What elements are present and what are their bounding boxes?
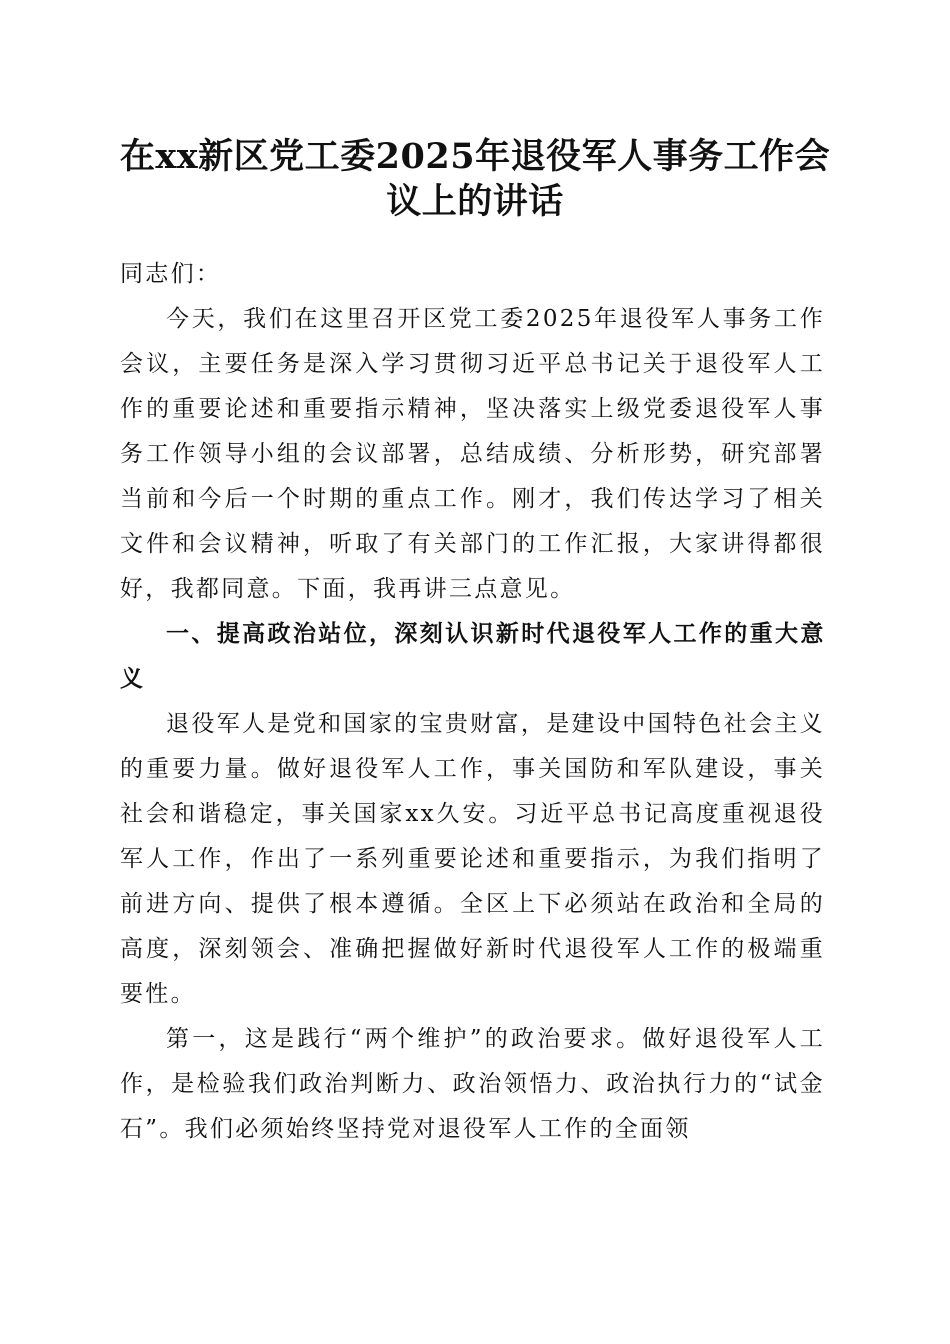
document-body <box>120 252 825 1152</box>
salutation: 同志们： <box>120 261 222 287</box>
paragraph-significance: 退役军人是党和国家的宝贵财富，是建设中国特色社会主义的重要力量。做好退役军人工作，事关国防和军队建设，事关社会和谐稳定，事关国家xx久安。习近平总书记高度重视退役军人工作，作出了一系列重要论述和重要指示，为我们指明了前进方向、提供了根本遵循。全区上下必须站在政治和全局的高度，深刻领会、准确把握做好新时代退役军人工作的极端重要性。 <box>120 711 825 1007</box>
paragraph-opening: 今天，我们在这里召开区党工委2025年退役军人事务工作会议，主要任务是深入学习贯彻习近平总书记关于退役军人工作的重要论述和重要指示精神，坚决落实上级党委退役军人事务工作领导小组的会议部署，总结成绩、分析形势，研究部署当前和今后一个时期的重点工作。刚才，我们传达学习了相关文件和会议精神，听取了有关部门的工作汇报，大家讲得都很好，我都同意。下面，我再讲三点意见。 <box>120 306 825 602</box>
paragraph-first-point: 第一，这是践行“两个维护”的政治要求。做好退役军人工作，是检验我们政治判断力、政治领悟力、政治执行力的“试金石”。我们必须始终坚持党对退役军人工作的全面领 <box>120 1026 825 1142</box>
document-title: 在xx新区党工委2025年退役军人事务工作会议上的讲话 <box>119 136 831 222</box>
section-heading-1: 一、提高政治站位，深刻认识新时代退役军人工作的重大意义 <box>120 621 825 692</box>
